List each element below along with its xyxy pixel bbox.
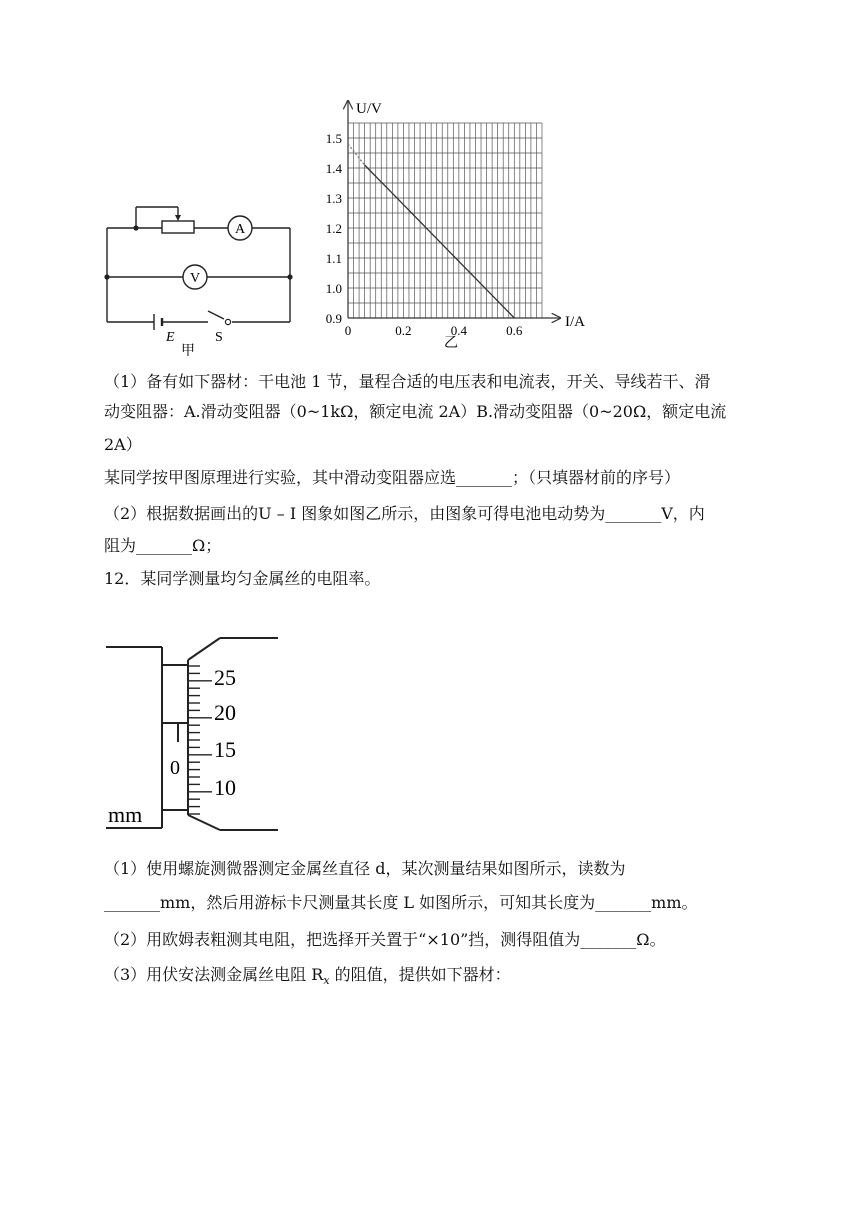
x-tick-label: 0.2 (395, 323, 412, 338)
circuit-diagram (100, 195, 300, 360)
x-tick-label: 0.6 (506, 323, 523, 338)
thimble-label-10: 10 (214, 775, 236, 800)
voltmeter-label: V (189, 271, 201, 286)
q12-part3-end: 的阻值，提供如下器材： (329, 965, 511, 984)
q12-part3 (104, 964, 511, 992)
x-tick-label: 0 (344, 323, 352, 338)
q12-part1-line1: （1）使用螺旋测微器测定金属丝直径 d，某次测量结果如图所示，读数为 (104, 859, 626, 878)
thimble-label-15: 15 (214, 737, 236, 762)
thimble-label-25: 25 (214, 665, 236, 690)
switch-label: S (215, 330, 223, 345)
extrapolation-line (348, 144, 365, 165)
u-i-chart (320, 95, 600, 350)
q11-part1-line2: 动变阻器：A.滑动变阻器（0~1kΩ，额定电流 2A）B.滑动变阻器（0~20Ω，额定电流 (104, 402, 727, 421)
rheostat (162, 221, 194, 233)
thimble-label-20: 20 (214, 700, 236, 725)
y-tick-label: 1.5 (325, 131, 342, 146)
chart-caption: 乙 (444, 336, 458, 350)
micrometer-main-label: 0 (170, 757, 180, 779)
x-axis-label: I/A (565, 314, 585, 330)
y-tick-label: 0.9 (325, 311, 342, 326)
q11-part1-line1: （1）备有如下器材：干电池 1 节，量程合适的电压表和电流表，开关、导线若干、滑 (104, 372, 711, 391)
ammeter-label: A (234, 222, 246, 237)
q12-part3-subscript: x (323, 974, 330, 988)
battery-label: E (166, 330, 175, 345)
micrometer-figure (100, 630, 290, 835)
q12-part2: （2）用欧姆表粗测其电阻，把选择开关置于“×10”挡，测得阻值为_______Ω。 (104, 930, 666, 949)
q11-part2-line1: （2）根据数据画出的U – I 图象如图乙所示，由图象可得电池电动势为_______V，内 (104, 504, 705, 523)
y-tick-label: 1.4 (325, 161, 342, 176)
circuit-caption: 甲 (181, 344, 195, 359)
x-tick-label: 0.4 (450, 323, 467, 338)
q12-part1-line2: _______mm，然后用游标卡尺测量其长度 L 如图所示，可知其长度为_______mm。 (104, 893, 698, 912)
q11-part1-line3: 2A） (104, 435, 142, 454)
q11-part2-line2: 阻为_______Ω； (104, 536, 222, 555)
y-tick-label: 1.0 (325, 281, 342, 296)
y-tick-label: 1.3 (325, 191, 342, 206)
y-tick-label: 1.2 (325, 221, 342, 236)
y-tick-label: 1.1 (325, 251, 342, 266)
micrometer-unit: mm (108, 802, 143, 827)
q12-title: 12．某同学测量均匀金属丝的电阻率。 (104, 569, 381, 588)
q12-part3-text: （3）用伏安法测金属丝电阻 R (104, 965, 324, 984)
q11-part1-line4: 某同学按甲图原理进行实验，其中滑动变阻器应选_______；（只填器材前的序号） (104, 468, 681, 487)
y-axis-label: U/V (356, 101, 382, 117)
